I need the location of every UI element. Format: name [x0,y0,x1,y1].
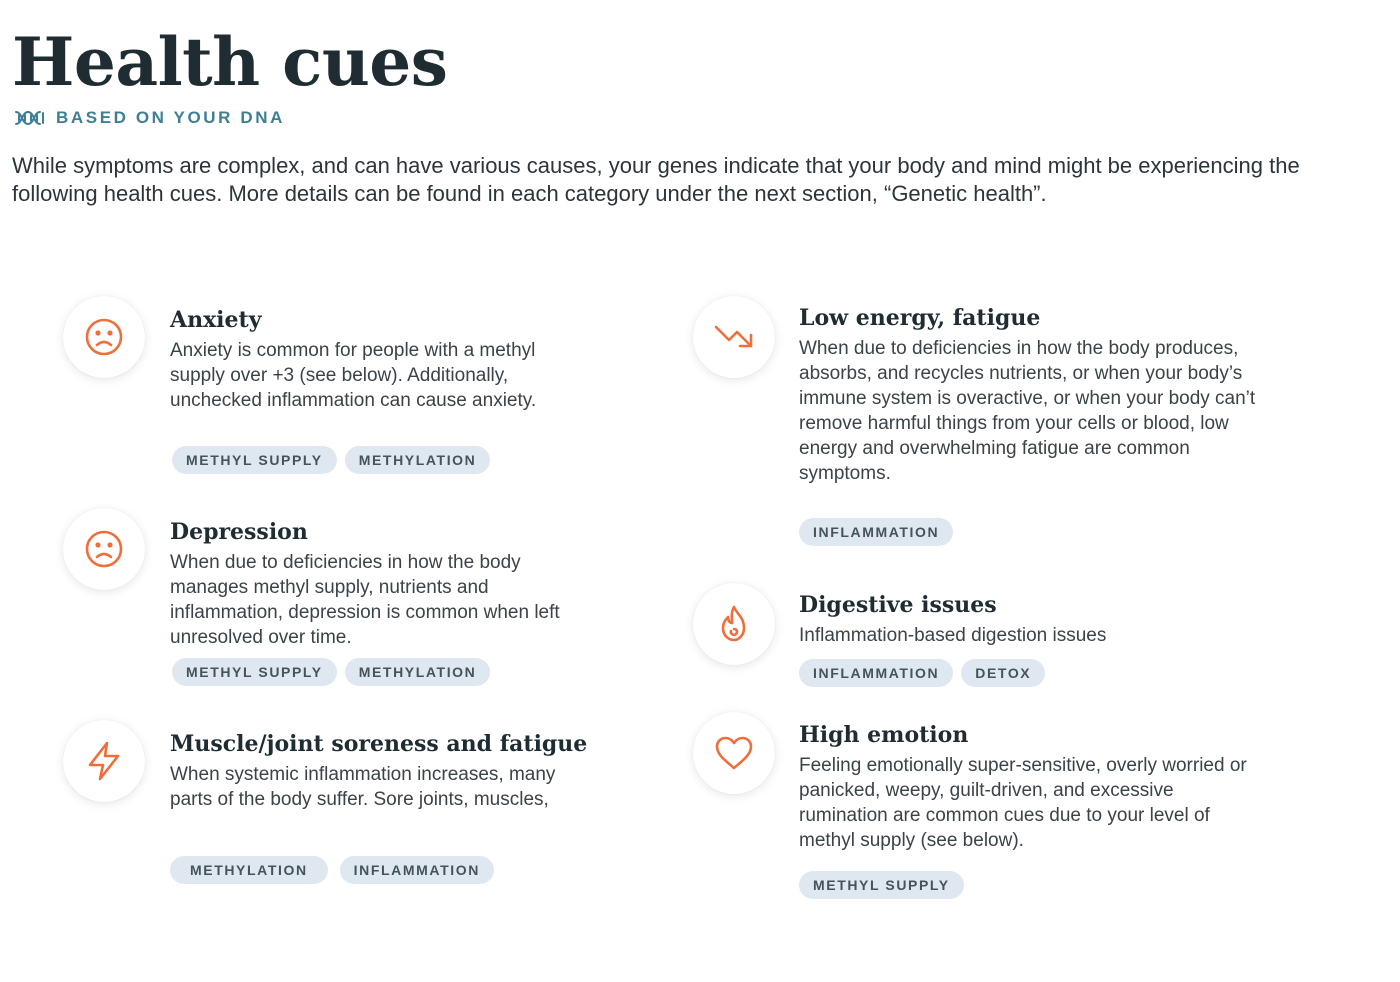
tag-inflammation[interactable]: INFLAMMATION [799,518,953,546]
cue-title: Low energy, fatigue [799,305,1041,331]
cue-title: High emotion [799,722,969,748]
cue-title: Digestive issues [799,592,997,618]
tag-methylation[interactable]: METHYLATION [345,658,491,686]
flame-icon [693,583,775,665]
cue-description: When systemic inflammation increases, many parts of the body suffer. Sore joints, muscles, [170,764,556,810]
cue-description: Feeling emotionally super-sensitive, overly worried or panicked, weepy, guilt-driven, and excessive rumination are common cues due to your level of methyl supply (see below). [799,755,1247,851]
cue-description: Anxiety is common for people with a methyl supply over +3 (see below). Additionally, unchecked inflammation can cause anxiety. [170,340,537,411]
cue-description: Inflammation-based digestion issues [799,625,1107,646]
cue-description: When due to deficiencies in how the body manages methyl supply, nutrients and inflammation, depression is common when left unresolved over time. [170,552,560,648]
sad-face-icon [63,508,145,590]
tag-inflammation[interactable]: INFLAMMATION [340,856,494,884]
dna-icon [14,110,46,126]
tag-methyl-supply[interactable]: METHYL SUPPLY [799,871,964,899]
tag-methyl-supply[interactable]: METHYL SUPPLY [172,446,337,474]
intro-paragraph: While symptoms are complex, and can have various causes, your genes indicate that your body and mind might be experiencing the following health cues. More details can be found in each category under the next section, “Genetic health”. [12,153,1300,206]
dna-subtitle [14,106,285,130]
tag-methylation[interactable]: METHYLATION [170,856,328,884]
subtitle-label: BASED ON YOUR DNA [56,108,286,127]
tag-detox[interactable]: DETOX [961,659,1045,687]
lightning-icon [63,720,145,802]
tag-methylation[interactable]: METHYLATION [345,446,491,474]
cue-title: Depression [170,519,308,545]
cue-description: When due to deficiencies in how the body produces, absorbs, and recycles nutrients, or when your body’s immune system is overactive, or when your body can’t remove harmful things from your cells or blood, low energy and overwhelming fatigue are common symptoms. [799,338,1256,484]
page-title: Health cues [12,23,448,101]
cue-title: Anxiety [170,307,262,333]
heart-icon [693,712,775,794]
tag-inflammation[interactable]: INFLAMMATION [799,659,953,687]
trending-down-icon [693,296,775,378]
cue-title: Muscle/joint soreness and fatigue [170,731,588,757]
tag-methyl-supply[interactable]: METHYL SUPPLY [172,658,337,686]
sad-face-icon [63,296,145,378]
